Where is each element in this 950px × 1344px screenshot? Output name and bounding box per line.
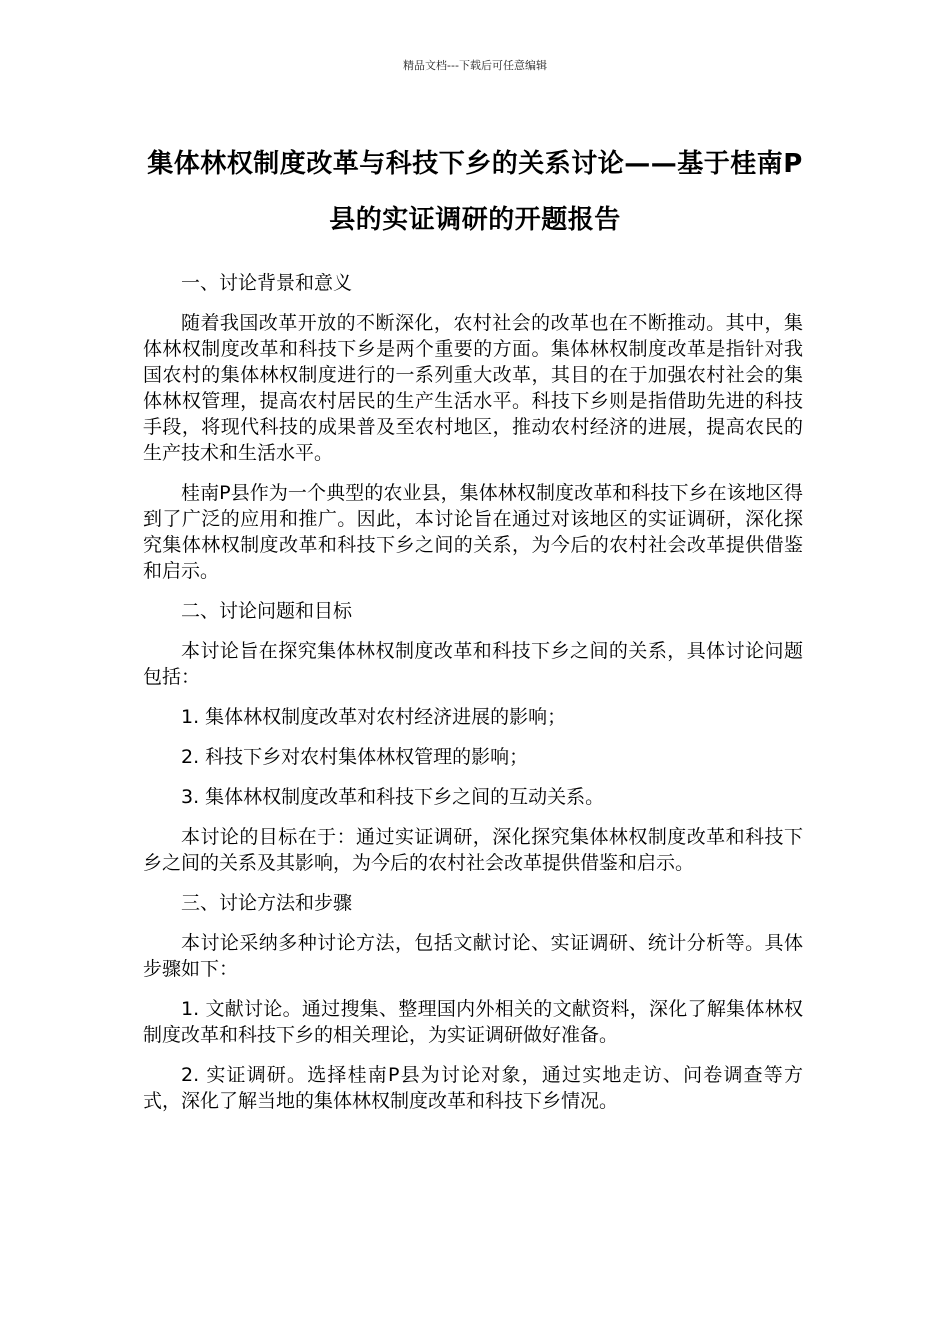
paragraph-questions-intro: 本讨论旨在探究集体林权制度改革和科技下乡之间的关系，具体讨论问题包括： bbox=[143, 640, 803, 688]
section-heading-questions: 二、讨论问题和目标 bbox=[181, 600, 353, 622]
paragraph-goals: 本讨论的目标在于：通过实证调研，深化探究集体林权制度改革和科技下乡之间的关系及其影响，为今后的农村社会改革提供借鉴和启示。 bbox=[143, 826, 803, 874]
header-note: 精品文档---下载后可任意编辑 bbox=[403, 59, 547, 72]
section-heading-methods: 三、讨论方法和步骤 bbox=[181, 892, 353, 914]
paragraph-county-intro: 桂南P县作为一个典型的农业县，集体林权制度改革和科技下乡在该地区得到了广泛的应用和推广。因此，本讨论旨在通过对该地区的实证调研，深化探究集体林权制度改革和科技下乡之间的关系，为今后的农村社会改革提供借鉴和启示。 bbox=[143, 482, 803, 582]
list-item-question-2: 2. 科技下乡对农村集体林权管理的影响； bbox=[181, 746, 529, 768]
paragraph-methods-intro: 本讨论采纳多种讨论方法，包括文献讨论、实证调研、统计分析等。具体步骤如下： bbox=[143, 932, 803, 980]
section-heading-background: 一、讨论背景和意义 bbox=[181, 272, 353, 294]
list-item-question-1: 1. 集体林权制度改革对农村经济进展的影响； bbox=[181, 706, 567, 728]
document-title: 集体林权制度改革与科技下乡的关系讨论——基于桂南P县的实证调研的开题报告 bbox=[147, 149, 803, 235]
document-body bbox=[143, 270, 803, 1128]
list-item-step-2: 2. 实证调研。选择桂南P县为讨论对象，通过实地走访、问卷调查等方式，深化了解当地的集体林权制度改革和科技下乡情况。 bbox=[143, 1064, 803, 1112]
paragraph-background: 随着我国改革开放的不断深化，农村社会的改革也在不断推动。其中，集体林权制度改革和科技下乡是两个重要的方面。集体林权制度改革是指针对我国农村的集体林权制度进行的一系列重大改革，其目的在于加强农村社会的集体林权管理，提高农村居民的生产生活水平。科技下乡则是指借助先进的科技手段，将现代科技的成果普及至农村地区，推动农村经济的进展，提高农民的生产技术和生活水平。 bbox=[143, 312, 803, 464]
list-item-step-1: 1. 文献讨论。通过搜集、整理国内外相关的文献资料，深化了解集体林权制度改革和科技下乡的相关理论，为实证调研做好准备。 bbox=[143, 998, 803, 1046]
list-item-question-3: 3. 集体林权制度改革和科技下乡之间的互动关系。 bbox=[181, 786, 605, 808]
